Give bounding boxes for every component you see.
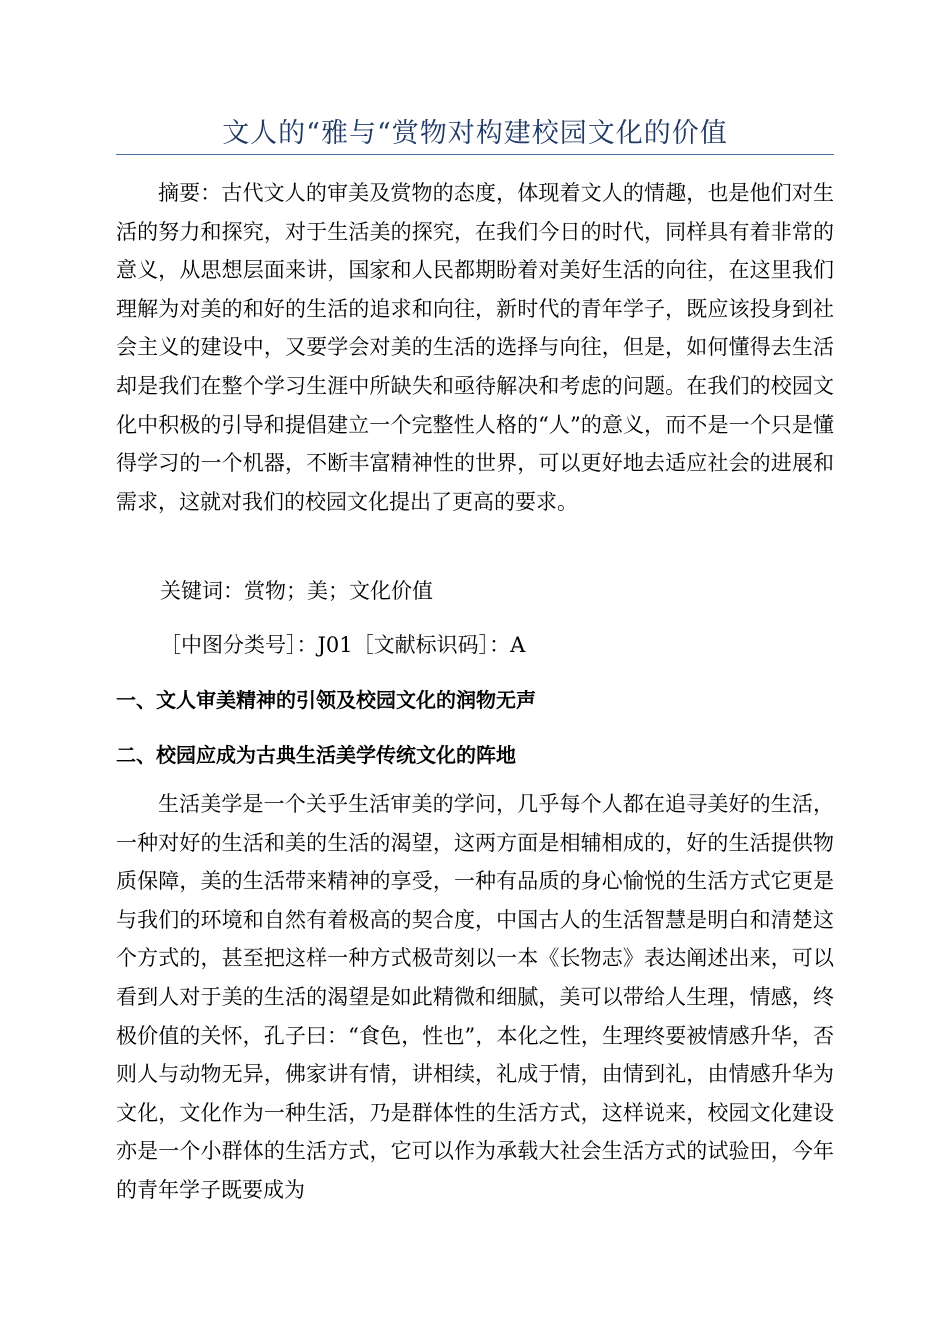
- document-title: 文人的“雅与“赏物对构建校园文化的价值: [222, 118, 728, 149]
- section-heading-1: 一、文人审美精神的引领及校园文化的润物无声: [116, 688, 536, 712]
- title-divider: [116, 154, 834, 155]
- section2-paragraph: 生活美学是一个关乎生活审美的学问，几乎每个人都在追寻美好的生活，一种对好的生活和美的生活的渴望，这两方面是相辅相成的，好的生活提供物质保障，美的生活带来精神的享受，一种有品质的身心愉悦的生活方式它更是与我们的环境和自然有着极高的契合度，中国古人的生活智慧是明白和清楚这个方式的，甚至把这样一种方式极苛刻以一本《长物志》表达阐述出来，可以看到人对于美的生活的渴望是如此精微和细腻，美可以带给人生理，情感，终极价值的关怀，孔子曰：“食色，性也”，本化之性，生理终要被情感升华，否则人与动物无异，佛家讲有情，讲相续，礼成于情，由情到礼，由情感升华为文化，文化作为一种生活，乃是群体性的生活方式，这样说来，校园文化建设亦是一个小群体的生活方式，它可以作为承载大社会生活方式的试验田，今年的青年学子既要成为: [116, 792, 834, 1202]
- section-heading-2: 二、校园应成为古典生活美学传统文化的阵地: [116, 743, 516, 767]
- keywords-line: 关键词：赏物；美；文化价值: [160, 579, 433, 603]
- classification-line: ［中图分类号］：J01［文献标识码］：A: [160, 633, 526, 657]
- abstract-paragraph: 摘要：古代文人的审美及赏物的态度，体现着文人的情趣，也是他们对生活的努力和探究，对于生活美的探究，在我们今日的时代，同样具有着非常的意义，从思想层面来讲，国家和人民都期盼着对美好生活的向往，在这里我们理解为对美的和好的生活的追求和向往，新时代的青年学子，既应该投身到社会主义的建设中，又要学会对美的生活的选择与向往，但是，如何懂得去生活却是我们在整个学习生涯中所缺失和亟待解决和考虑的问题。在我们的校园文化中积极的引导和提倡建立一个完整性人格的“人”的意义，而不是一个只是懂得学习的一个机器，不断丰富精神性的世界，可以更好地去适应社会的进展和需求，这就对我们的校园文化提出了更高的要求。: [116, 181, 834, 514]
